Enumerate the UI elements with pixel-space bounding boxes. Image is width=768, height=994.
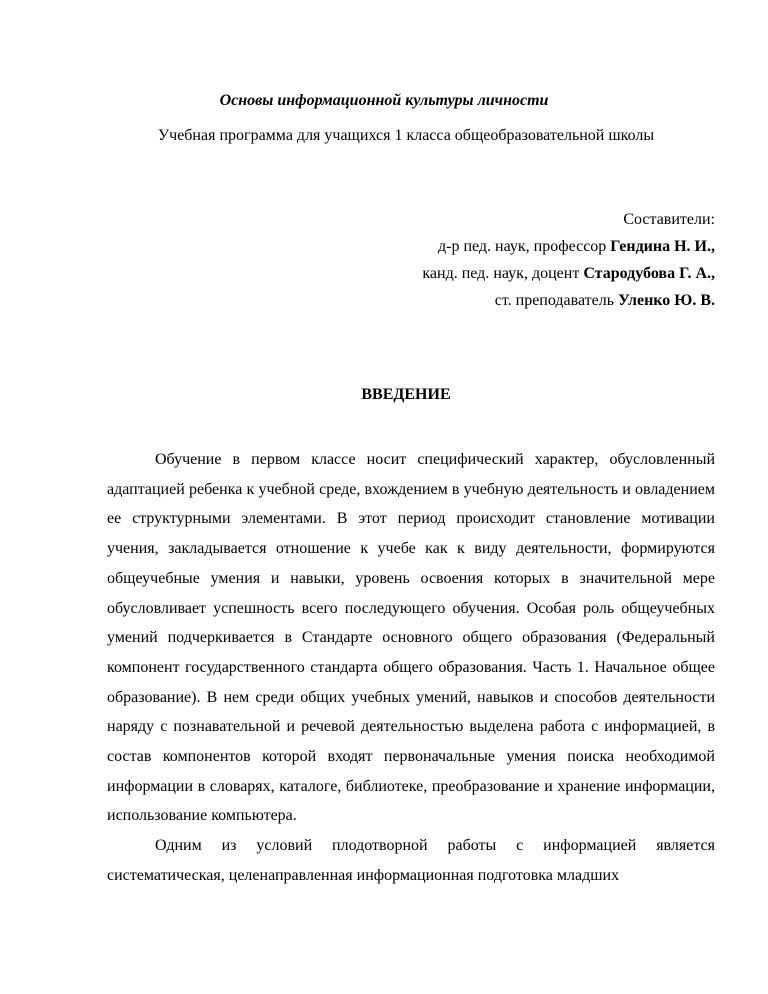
paragraph: Обучение в первом классе носит специфический характер, обусловленный адаптацией ребенка к учебной среде, вхождением в учебную деятельность и овладением ее структурными элементами. В этот период происходит становление мотивации учения, закладывается отношение к учебе как к виду деятельности, формируются общеучебные умения и навыки, уровень освоения которых в значительной мере обусловливает успешность всего последующего обучения. Особая роль общеучебных умений подчеркивается в Стандарте основного общего образования (Федеральный компонент государственного стандарта общего образования. Часть 1. Начальное общее образование). В нем среди общих учебных умений, навыков и способов деятельности наряду с познавательной и речевой деятельностью выделена работа с информацией, в состав компонентов которой входят первоначальные умения поиска необходимой информации в словарях, каталоге, библиотеке, преобразование и хранение информации, использование компьютера. <box>107 451 715 825</box>
section-heading: ВВЕДЕНИЕ <box>361 386 451 403</box>
compiler-line <box>422 260 715 287</box>
document-subtitle: Учебная программа для учащихся 1 класса общеобразовательной школы <box>157 127 655 144</box>
compiler-line <box>422 233 715 260</box>
compiler-role: канд. пед. наук, доцент <box>422 265 584 282</box>
compiler-name: Уленко Ю. В. <box>618 292 715 309</box>
document-title: Основы информационной культуры личности <box>219 92 549 109</box>
compiler-line <box>422 287 715 314</box>
body-text <box>107 445 715 891</box>
compiler-role: д-р пед. наук, профессор <box>437 238 611 255</box>
paragraph: Одним из условий плодотворной работы с информацией является систематическая, целенаправленная информационная подготовка младших <box>107 837 715 884</box>
compilers-heading: Составители: <box>623 211 715 228</box>
compilers-block <box>422 206 715 314</box>
compiler-name: Стародубова Г. А., <box>583 265 715 282</box>
compiler-name: Гендина Н. И., <box>610 238 715 255</box>
compiler-role: ст. преподаватель <box>494 292 619 309</box>
